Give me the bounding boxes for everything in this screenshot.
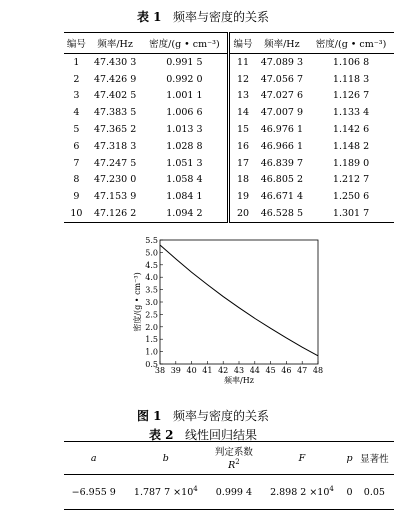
value-f-exponent: 4 <box>329 485 334 494</box>
x-tick-label: 39 <box>170 366 181 375</box>
table1-row <box>64 172 394 189</box>
table1-cell: 46.528 5 <box>260 208 304 220</box>
table1-cell: 47.007 9 <box>260 107 304 119</box>
value-f <box>260 475 345 510</box>
table1-cell: 19 <box>237 191 250 203</box>
table1-cell: 1.126 7 <box>332 90 370 102</box>
table1-cell: 47.365 2 <box>93 124 137 136</box>
table1-cell: 16 <box>237 140 250 152</box>
y-tick-label: 4.0 <box>145 273 158 283</box>
plot-frame <box>160 240 318 364</box>
table1-cell: 46.976 1 <box>260 124 304 136</box>
header-r2-symbol: R <box>228 460 236 472</box>
table1-cell: 1.189 0 <box>332 157 370 169</box>
table1-cell: 5 <box>73 124 80 136</box>
table1-cell: 10 <box>70 208 83 220</box>
table1-cell: 1.028 8 <box>141 138 229 155</box>
table1-header-row <box>64 33 394 54</box>
table1-caption-number: 表 1 <box>137 10 162 24</box>
table2-row <box>64 475 394 510</box>
table1-cell: 1.301 7 <box>332 208 370 220</box>
table1-cell: 1.006 6 <box>141 104 229 121</box>
table1-cell: 7 <box>73 157 80 169</box>
figure1-caption-text: 频率与密度的关系 <box>172 409 269 423</box>
table1-row <box>64 138 394 155</box>
table1-cell: 1.051 3 <box>141 155 229 172</box>
value-a: −6.955 9 <box>71 486 116 498</box>
x-tick-label: 42 <box>218 366 229 375</box>
table1-cell: 1.250 6 <box>332 191 370 203</box>
header-r2-line1: 判定系数 <box>214 447 253 459</box>
x-tick-label: 48 <box>312 366 324 375</box>
table1-cell: 1 <box>73 56 80 68</box>
table1-cell: 1.148 2 <box>332 140 370 152</box>
table1-cell: 3 <box>73 90 80 102</box>
header-b: b <box>162 452 169 464</box>
table1-cell: 9 <box>73 191 80 203</box>
table1-cell: 47.153 9 <box>93 191 137 203</box>
value-f-mantissa: 2.898 2 ×10 <box>270 487 330 499</box>
header-significance: 显著性 <box>360 454 389 465</box>
table1-cell: 1.118 3 <box>332 73 370 85</box>
table1-row <box>64 104 394 121</box>
table1-cell: 20 <box>237 208 250 220</box>
table1-cell: 47.383 5 <box>93 107 137 119</box>
table1-cell: 0.991 5 <box>141 54 229 71</box>
y-axis-label: 密度/(g • cm⁻³) <box>133 272 142 332</box>
table1-cell: 47.318 3 <box>93 140 137 152</box>
table1-row <box>64 88 394 105</box>
x-tick-label: 45 <box>265 366 276 375</box>
table1-cell: 47.056 7 <box>260 73 304 85</box>
series-line <box>160 245 318 356</box>
table1-cell: 13 <box>237 90 250 102</box>
table1-cell: 1.106 8 <box>332 56 370 68</box>
table1-cell: 1.084 1 <box>141 188 229 205</box>
table1-cell: 47.230 0 <box>93 174 137 186</box>
y-tick-label: 5.5 <box>145 236 158 245</box>
table1-row <box>64 205 394 222</box>
table1-cell: 1.142 6 <box>332 124 370 136</box>
y-tick-label: 5.0 <box>145 248 158 258</box>
y-tick-label: 4.5 <box>145 260 158 270</box>
table1-cell: 1.001 1 <box>141 88 229 105</box>
y-tick-label: 1.0 <box>145 347 158 357</box>
table1-cell: 46.805 2 <box>260 174 304 186</box>
table1-header-cell: 频率/Hz <box>264 39 300 50</box>
table1-cell: 8 <box>73 174 80 186</box>
table1-header-cell: 密度/(g • cm⁻³) <box>315 39 387 50</box>
table1-cell: 47.027 6 <box>260 90 304 102</box>
table1-row <box>64 188 394 205</box>
table2-caption-text: 线性回归结果 <box>184 428 257 442</box>
y-tick-label: 2.0 <box>145 322 158 332</box>
figure1-caption <box>0 407 406 424</box>
table1-header-cell: 编号 <box>233 39 253 50</box>
table1-cell: 1.212 7 <box>332 174 370 186</box>
table1-cell: 2 <box>73 73 80 85</box>
table1-header-cell: 密度/(g • cm⁻³) <box>141 33 229 54</box>
value-b-mantissa: 1.787 7 ×10 <box>133 487 194 499</box>
table1-row <box>64 54 394 71</box>
header-p: p <box>346 452 353 464</box>
frequency-density-chart <box>132 232 332 392</box>
table1-cell: 46.966 1 <box>260 140 304 152</box>
table1-row <box>64 71 394 88</box>
table1-row <box>64 121 394 138</box>
table1-cell: 47.126 2 <box>93 208 137 220</box>
value-p: 0 <box>346 486 353 498</box>
value-r2: 0.999 4 <box>215 486 253 498</box>
table2-header-row <box>64 442 394 475</box>
table1-cell: 46.839 7 <box>260 157 304 169</box>
table2-caption-number: 表 2 <box>149 428 174 442</box>
table1-cell: 47.402 5 <box>93 90 137 102</box>
regression-results-table <box>64 441 394 510</box>
table1-cell: 14 <box>237 107 250 119</box>
table1-cell: 47.426 9 <box>93 73 137 85</box>
table1-cell: 1.058 4 <box>141 172 229 189</box>
table1-cell: 4 <box>73 107 80 119</box>
y-tick-label: 2.5 <box>145 310 158 320</box>
x-tick-label: 38 <box>154 366 166 375</box>
table1-cell: 17 <box>237 157 250 169</box>
value-b-exponent: 4 <box>193 485 198 494</box>
figure1-caption-number: 图 1 <box>137 409 162 423</box>
table1-cell: 15 <box>237 124 250 136</box>
table1-cell: 12 <box>237 73 250 85</box>
x-axis-label: 频率/Hz <box>224 376 254 385</box>
x-tick-label: 47 <box>297 366 308 375</box>
y-tick-label: 0.5 <box>145 360 158 369</box>
header-a: a <box>90 452 97 464</box>
value-b <box>123 475 208 510</box>
table1-row <box>64 155 394 172</box>
table1-cell: 47.430 3 <box>93 56 137 68</box>
table1-cell: 46.671 4 <box>260 191 304 203</box>
y-tick-label: 3.0 <box>145 298 158 307</box>
table1-caption <box>0 8 406 25</box>
y-tick-label: 1.5 <box>145 335 158 345</box>
x-tick-label: 43 <box>233 366 245 375</box>
table1-cell: 1.094 2 <box>141 205 229 222</box>
table1-caption-text: 频率与密度的关系 <box>172 10 269 24</box>
table1-header-cell: 编号 <box>66 39 86 50</box>
value-significance: 0.05 <box>363 486 385 498</box>
table1-cell: 1.013 3 <box>141 121 229 138</box>
table1-header-cell: 频率/Hz <box>97 39 133 50</box>
table1-cell: 1.133 4 <box>332 107 370 119</box>
x-tick-label: 41 <box>202 366 213 375</box>
table1-cell: 11 <box>237 56 250 68</box>
table1-cell: 0.992 0 <box>141 71 229 88</box>
table1-body <box>64 54 394 223</box>
header-r2-sup: 2 <box>235 458 240 467</box>
table1-cell: 6 <box>73 140 80 152</box>
table1-cell: 47.247 5 <box>93 157 137 169</box>
frequency-density-table <box>64 32 394 223</box>
table1-cell: 47.089 3 <box>260 56 304 68</box>
table1-cell: 18 <box>237 174 250 186</box>
x-tick-label: 44 <box>249 366 260 375</box>
y-tick-label: 3.5 <box>145 285 158 295</box>
header-f: F <box>298 452 306 464</box>
x-tick-label: 46 <box>281 366 292 375</box>
x-tick-label: 40 <box>186 366 197 375</box>
header-r2 <box>208 442 259 475</box>
